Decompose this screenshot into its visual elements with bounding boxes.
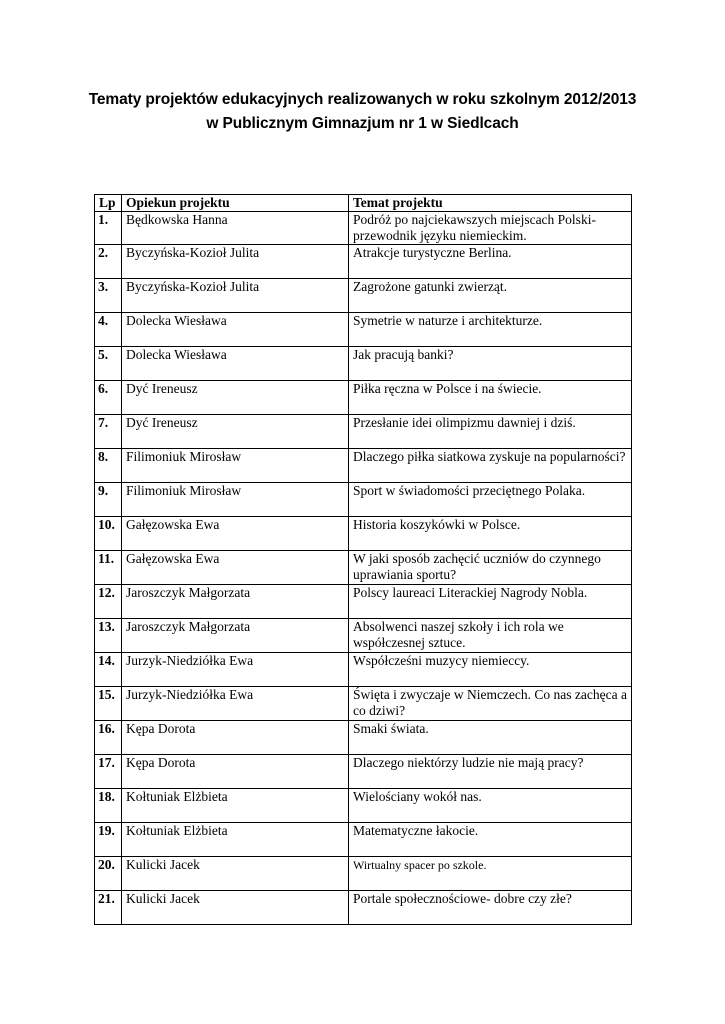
row-lp: 2.: [95, 245, 122, 279]
table-header-row: [95, 195, 632, 212]
row-opiekun: Gałęzowska Ewa: [122, 517, 349, 551]
title-line-2: w Publicznym Gimnazjum nr 1 w Siedlcach: [206, 115, 519, 132]
row-temat: Przesłanie idei olimpizmu dawniej i dziś.: [349, 415, 632, 449]
row-lp: 18.: [95, 789, 122, 823]
row-temat: Atrakcje turystyczne Berlina.: [349, 245, 632, 279]
row-lp: 5.: [95, 347, 122, 381]
table-row: [95, 789, 632, 823]
table-row: [95, 415, 632, 449]
row-opiekun: Filimoniuk Mirosław: [122, 449, 349, 483]
row-opiekun: Byczyńska-Kozioł Julita: [122, 279, 349, 313]
row-temat: Podróż po najciekawszych miejscach Polski- przewodnik języku niemieckim.: [349, 212, 632, 245]
header-opiekun: Opiekun projektu: [122, 195, 349, 212]
table-row: [95, 347, 632, 381]
row-lp: 21.: [95, 891, 122, 925]
table-row: [95, 551, 632, 585]
table-row: [95, 245, 632, 279]
row-temat: Smaki świata.: [349, 721, 632, 755]
row-temat: Święta i zwyczaje w Niemczech. Co nas zachęca a co dziwi?: [349, 687, 632, 721]
row-opiekun: Dolecka Wiesława: [122, 347, 349, 381]
document-title: [0, 88, 725, 136]
row-temat: Polscy laureaci Literackiej Nagrody Nobla.: [349, 585, 632, 619]
row-temat: Piłka ręczna w Polsce i na świecie.: [349, 381, 632, 415]
table-row: [95, 619, 632, 653]
row-temat: Jak pracują banki?: [349, 347, 632, 381]
row-opiekun: Byczyńska-Kozioł Julita: [122, 245, 349, 279]
projects-table: [94, 194, 632, 925]
row-temat: Historia koszykówki w Polsce.: [349, 517, 632, 551]
row-temat: Portale społecznościowe- dobre czy złe?: [349, 891, 632, 925]
row-lp: 14.: [95, 653, 122, 687]
row-lp: 11.: [95, 551, 122, 585]
row-opiekun: Jaroszczyk Małgorzata: [122, 619, 349, 653]
row-lp: 10.: [95, 517, 122, 551]
table-row: [95, 823, 632, 857]
table-row: [95, 721, 632, 755]
row-temat: Wielościany wokół nas.: [349, 789, 632, 823]
row-temat: Współcześni muzycy niemieccy.: [349, 653, 632, 687]
row-lp: 15.: [95, 687, 122, 721]
table-row: [95, 212, 632, 245]
table-row: [95, 449, 632, 483]
table-row: [95, 483, 632, 517]
table-row: [95, 687, 632, 721]
row-opiekun: Kulicki Jacek: [122, 891, 349, 925]
row-lp: 1.: [95, 212, 122, 245]
row-opiekun: Filimoniuk Mirosław: [122, 483, 349, 517]
table-row: [95, 279, 632, 313]
row-opiekun: Kołtuniak Elżbieta: [122, 789, 349, 823]
table-row: [95, 755, 632, 789]
header-lp: Lp: [95, 195, 122, 212]
table-row: [95, 381, 632, 415]
table-row: [95, 891, 632, 925]
row-opiekun: Dyć Ireneusz: [122, 381, 349, 415]
row-lp: 3.: [95, 279, 122, 313]
table-row: [95, 517, 632, 551]
table-row: [95, 857, 632, 891]
row-lp: 7.: [95, 415, 122, 449]
row-lp: 12.: [95, 585, 122, 619]
row-lp: 20.: [95, 857, 122, 891]
row-lp: 19.: [95, 823, 122, 857]
row-lp: 6.: [95, 381, 122, 415]
row-lp: 17.: [95, 755, 122, 789]
row-temat: Wirtualny spacer po szkole.: [349, 857, 632, 891]
row-opiekun: Gałęzowska Ewa: [122, 551, 349, 585]
row-opiekun: Kępa Dorota: [122, 721, 349, 755]
table-row: [95, 313, 632, 347]
row-opiekun: Jaroszczyk Małgorzata: [122, 585, 349, 619]
row-opiekun: Jurzyk-Niedziółka Ewa: [122, 687, 349, 721]
title-line-1: Tematy projektów edukacyjnych realizowanych w roku szkolnym 2012/2013: [88, 91, 637, 108]
row-temat: Dlaczego niektórzy ludzie nie mają pracy?: [349, 755, 632, 789]
row-temat: Zagrożone gatunki zwierząt.: [349, 279, 632, 313]
row-temat: Absolwenci naszej szkoły i ich rola we współczesnej sztuce.: [349, 619, 632, 653]
row-opiekun: Dyć Ireneusz: [122, 415, 349, 449]
row-opiekun: Kępa Dorota: [122, 755, 349, 789]
row-opiekun: Kołtuniak Elżbieta: [122, 823, 349, 857]
row-temat: Symetrie w naturze i architekturze.: [349, 313, 632, 347]
row-opiekun: Dolecka Wiesława: [122, 313, 349, 347]
header-temat: Temat projektu: [349, 195, 632, 212]
row-lp: 13.: [95, 619, 122, 653]
row-opiekun: Będkowska Hanna: [122, 212, 349, 245]
row-lp: 4.: [95, 313, 122, 347]
row-temat: W jaki sposób zachęcić uczniów do czynnego uprawiania sportu?: [349, 551, 632, 585]
row-lp: 16.: [95, 721, 122, 755]
row-temat: Dlaczego piłka siatkowa zyskuje na popularności?: [349, 449, 632, 483]
row-opiekun: Kulicki Jacek: [122, 857, 349, 891]
table-row: [95, 653, 632, 687]
row-temat: Sport w świadomości przeciętnego Polaka.: [349, 483, 632, 517]
table-row: [95, 585, 632, 619]
row-lp: 8.: [95, 449, 122, 483]
row-temat: Matematyczne łakocie.: [349, 823, 632, 857]
row-lp: 9.: [95, 483, 122, 517]
row-opiekun: Jurzyk-Niedziółka Ewa: [122, 653, 349, 687]
